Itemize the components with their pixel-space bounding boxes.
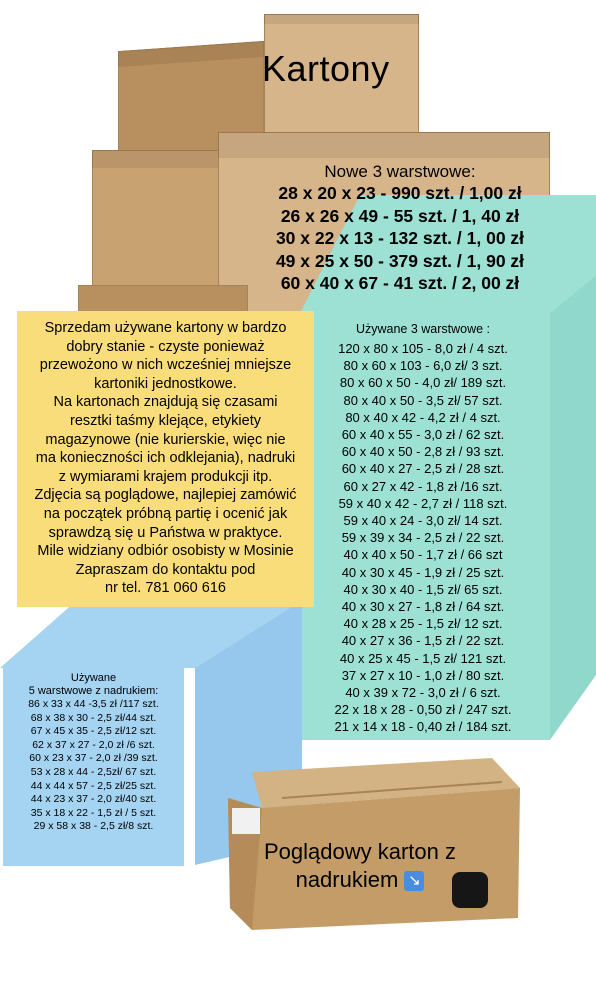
used-5-layer-heading: Używane — [70, 672, 117, 684]
list-item: 44 x 44 x 57 - 2,5 zł/25 szt. — [30, 779, 157, 792]
caption-line: Poglądowy karton z — [264, 839, 456, 864]
list-item: 30 x 22 x 13 - 132 szt. / 1, 00 zł — [275, 228, 525, 248]
description-line: sprawdzą się u Państwa w praktyce. — [48, 524, 283, 541]
list-item: 26 x 26 x 49 - 55 szt. / 1, 40 zł — [280, 205, 520, 226]
description-line: Zdjęcia są poglądowe, najlepiej zamówić — [34, 487, 297, 504]
list-item: 67 x 45 x 35 - 2,5 zł/12 szt. — [30, 725, 157, 738]
description-box — [17, 311, 314, 607]
list-item: 35 x 18 x 22 - 1,5 zł / 5 szt. — [30, 806, 157, 819]
description-line: Sprzedam używane kartony w bardzo — [44, 320, 287, 336]
description-line: Mile widziany odbiór osobisty w Mosinie — [37, 543, 294, 560]
list-item: 21 x 14 x 18 - 0,40 zł / 184 szt. — [334, 719, 512, 735]
list-item: 59 x 39 x 34 - 2,5 zł / 22 szt. — [341, 530, 505, 546]
list-item: 120 x 80 x 105 - 8,0 zł / 4 szt. — [338, 341, 508, 356]
description-line: Zapraszam do kontaktu pod — [75, 561, 256, 578]
caption-line: nadrukiem — [295, 867, 399, 892]
new-cartons-section — [255, 162, 545, 295]
list-item: 80 x 60 x 103 - 6,0 zł/ 3 szt. — [343, 358, 503, 374]
sample-carton-caption — [240, 838, 480, 894]
description-line: z wymiarami krajem produkcji itp. — [58, 468, 273, 485]
list-item: 40 x 40 x 50 - 1,7 zł / 66 szt — [343, 547, 503, 563]
description-line: resztki taśmy klejące, etykiety — [70, 412, 261, 429]
description-line: przewożono w nich wcześniej mniejsze — [39, 357, 292, 374]
page-title: Kartony — [262, 48, 390, 89]
list-item: 44 x 23 x 37 - 2,0 zł/40 szt. — [30, 793, 157, 806]
list-item: 60 x 40 x 27 - 2,5 zł / 28 szt. — [341, 461, 505, 477]
list-item: 40 x 30 x 27 - 1,8 zł / 64 szt. — [341, 599, 505, 615]
list-item: 59 x 40 x 42 - 2,7 zł / 118 szt. — [338, 495, 508, 511]
description-line: kartoniki jednostkowe. — [94, 375, 237, 392]
used-3-layer-heading: Używane 3 warstwowe : — [355, 322, 491, 336]
list-item: 40 x 25 x 45 - 1,5 zł/ 121 szt. — [339, 650, 507, 666]
list-item: 40 x 39 x 72 - 3,0 zł / 6 szt. — [345, 685, 501, 701]
list-item: 80 x 40 x 42 - 4,2 zł / 4 szt. — [345, 409, 501, 425]
list-item: 60 x 40 x 67 - 41 szt. / 2, 00 zł — [280, 273, 520, 293]
list-item: 60 x 23 x 37 - 2,0 zł /39 szt. — [29, 752, 158, 765]
list-item: 40 x 30 x 45 - 1,9 zł / 25 szt. — [341, 564, 505, 580]
list-item: 28 x 20 x 23 - 990 szt. / 1,00 zł — [278, 183, 522, 203]
list-item: 40 x 28 x 25 - 1,5 zł/ 12 szt. — [343, 616, 503, 632]
list-item: 49 x 25 x 50 - 379 szt. / 1, 90 zł — [275, 250, 525, 271]
description-line: Na kartonach znajdują się czasami — [53, 394, 278, 411]
list-item: 59 x 40 x 24 - 3,0 zł/ 14 szt. — [343, 513, 503, 529]
list-item: 80 x 40 x 50 - 3,5 zł/ 57 szt. — [343, 392, 503, 408]
description-line: dobry stanie - czyste ponieważ — [66, 338, 265, 355]
list-item: 80 x 60 x 50 - 4,0 zł/ 189 szt. — [339, 375, 507, 391]
list-item: 22 x 18 x 28 - 0,50 zł / 247 szt. — [334, 702, 512, 718]
list-item: 40 x 30 x 40 - 1,5 zł/ 65 szt. — [343, 581, 503, 597]
description-line: ma konieczności ich odklejania), nadruki — [35, 450, 296, 467]
phone-number: nr tel. 781 060 616 — [105, 580, 226, 597]
list-item: 60 x 27 x 42 - 1,8 zł /16 szt. — [343, 478, 503, 494]
list-item: 29 x 58 x 38 - 2,5 zł/8 szt. — [33, 820, 154, 833]
arrow-down-right-icon: ↘ — [404, 871, 424, 891]
list-item: 60 x 40 x 50 - 2,8 zł / 93 szt. — [341, 444, 505, 460]
used-3-layer-section — [318, 314, 528, 738]
description-line: magazynowe (nie kurierskie, więc nie — [45, 431, 286, 448]
list-item: 60 x 40 x 55 - 3,0 zł / 62 szt. — [341, 427, 505, 443]
list-item: 40 x 27 x 36 - 1,5 zł / 22 szt. — [341, 633, 505, 649]
list-item: 86 x 33 x 44 -3,5 zł /117 szt. — [28, 698, 159, 710]
description-line: na początek próbną partię i ocenić jak — [43, 505, 288, 522]
used-5-layer-subheading: 5 warstwowe z nadrukiem: — [28, 685, 159, 697]
list-item: 68 x 38 x 30 - 2,5 zł/44 szt. — [30, 711, 157, 724]
list-item: 62 x 37 x 27 - 2,0 zł /6 szt. — [32, 738, 155, 751]
list-item: 53 x 28 x 44 - 2,5zł/ 67 szt. — [30, 765, 157, 778]
used-5-layer-section — [3, 668, 184, 866]
list-item: 37 x 27 x 10 - 1,0 zł / 80 szt. — [341, 667, 505, 683]
redaction-mark — [452, 872, 488, 908]
new-cartons-heading: Nowe 3 warstwowe: — [324, 162, 476, 181]
cardboard-box — [92, 150, 232, 295]
shipping-label — [232, 808, 260, 834]
